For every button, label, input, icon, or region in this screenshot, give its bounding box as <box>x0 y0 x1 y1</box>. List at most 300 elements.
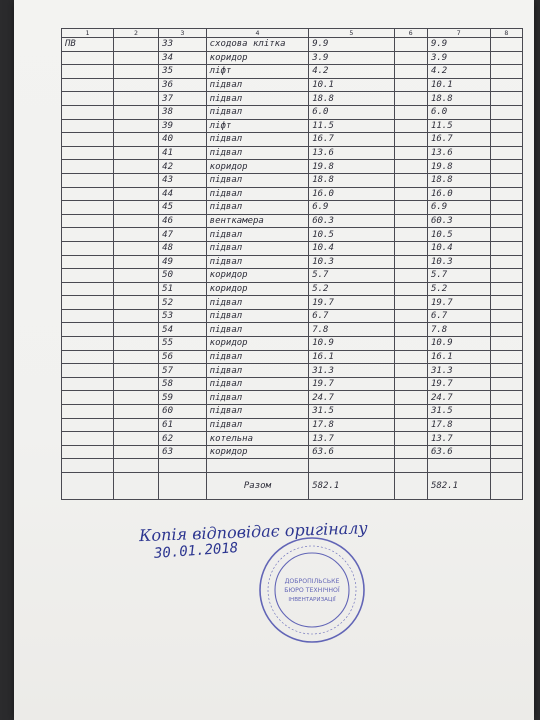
table-cell: 18.8 <box>427 173 490 187</box>
table-cell: 49 <box>159 255 207 269</box>
table-cell <box>394 228 427 242</box>
table-cell: 5.2 <box>427 282 490 296</box>
table-cell <box>113 377 158 391</box>
stamp-text-line: ДОБРОПІЛЬСЬКЕ <box>284 578 340 585</box>
table-cell <box>490 350 522 364</box>
table-cell: 5.2 <box>309 282 394 296</box>
table-cell: підвал <box>206 405 309 419</box>
table-cell <box>62 119 114 133</box>
table-cell <box>394 269 427 283</box>
table-cell: підвал <box>206 133 309 147</box>
table-cell: 11.5 <box>309 119 394 133</box>
table-cell <box>490 296 522 310</box>
table-cell <box>490 418 522 432</box>
table-cell <box>394 38 427 52</box>
table-cell: 24.7 <box>427 391 490 405</box>
column-number: 3 <box>159 29 207 38</box>
table-cell <box>394 187 427 201</box>
table-cell: 38 <box>159 105 207 119</box>
table-cell: котельна <box>206 432 309 446</box>
table-row <box>62 92 523 106</box>
table-cell <box>62 201 114 215</box>
total-area: 582.1 <box>309 473 394 500</box>
table-cell <box>62 309 114 323</box>
table-cell <box>62 377 114 391</box>
table-cell: 18.8 <box>309 92 394 106</box>
table-cell <box>113 173 158 187</box>
table-cell <box>113 241 158 255</box>
table-cell: 16.7 <box>427 133 490 147</box>
table-row <box>62 119 523 133</box>
table-cell: коридор <box>206 445 309 459</box>
table-cell: венткамера <box>206 214 309 228</box>
table-cell: 10.9 <box>309 337 394 351</box>
table-cell <box>490 282 522 296</box>
column-number: 5 <box>309 29 394 38</box>
table-cell: сходова клітка <box>206 38 309 52</box>
table-cell: 31.3 <box>309 364 394 378</box>
table-cell: коридор <box>206 51 309 65</box>
table-cell: 4.2 <box>427 65 490 79</box>
table-cell: 19.8 <box>427 160 490 174</box>
table-cell: 39 <box>159 119 207 133</box>
document-page <box>14 0 534 720</box>
table-row <box>62 282 523 296</box>
table-cell <box>490 241 522 255</box>
table-cell: 61 <box>159 418 207 432</box>
table-cell <box>490 432 522 446</box>
table-cell <box>490 364 522 378</box>
table-row <box>62 391 523 405</box>
table-cell: 6.7 <box>427 309 490 323</box>
table-cell <box>394 445 427 459</box>
table-cell: коридор <box>206 337 309 351</box>
table-cell: 10.4 <box>427 241 490 255</box>
table-cell: 35 <box>159 65 207 79</box>
table-header-row <box>62 29 523 38</box>
table-cell: 34 <box>159 51 207 65</box>
table-cell: підвал <box>206 173 309 187</box>
table-cell <box>394 173 427 187</box>
table-cell: 63.6 <box>427 445 490 459</box>
table-cell: 7.8 <box>427 323 490 337</box>
table-cell: 40 <box>159 133 207 147</box>
table-cell <box>394 323 427 337</box>
table-cell: 63 <box>159 445 207 459</box>
table-row <box>62 228 523 242</box>
table-cell <box>394 350 427 364</box>
table-cell <box>490 228 522 242</box>
table-cell: 3.9 <box>427 51 490 65</box>
table-cell <box>62 445 114 459</box>
table-cell <box>62 269 114 283</box>
table-cell: 6.0 <box>309 105 394 119</box>
table-cell: 10.3 <box>309 255 394 269</box>
table-cell: 16.1 <box>427 350 490 364</box>
table-cell <box>113 187 158 201</box>
table-cell <box>394 432 427 446</box>
total-area-final: 582.1 <box>427 473 490 500</box>
column-number: 8 <box>490 29 522 38</box>
table-cell <box>490 459 522 473</box>
table-cell <box>490 214 522 228</box>
table-cell <box>490 201 522 215</box>
table-row <box>62 364 523 378</box>
table-cell <box>490 38 522 52</box>
table-cell: 43 <box>159 173 207 187</box>
table-cell: 6.9 <box>427 201 490 215</box>
table-row <box>62 160 523 174</box>
table-cell: 55 <box>159 337 207 351</box>
table-cell <box>490 146 522 160</box>
table-cell: підвал <box>206 92 309 106</box>
table-cell <box>309 459 394 473</box>
table-cell <box>113 119 158 133</box>
table-cell <box>62 133 114 147</box>
table-cell <box>394 78 427 92</box>
table-cell: 13.6 <box>309 146 394 160</box>
table-cell: коридор <box>206 160 309 174</box>
table-cell: 10.1 <box>427 78 490 92</box>
table-cell: підвал <box>206 391 309 405</box>
table-cell <box>490 309 522 323</box>
table-cell <box>62 405 114 419</box>
table-cell <box>394 364 427 378</box>
table-cell: 52 <box>159 296 207 310</box>
table-cell <box>113 133 158 147</box>
table-cell: підвал <box>206 105 309 119</box>
table-cell: 10.3 <box>427 255 490 269</box>
table-cell: підвал <box>206 350 309 364</box>
table-cell <box>394 201 427 215</box>
table-cell <box>113 105 158 119</box>
table-cell: підвал <box>206 201 309 215</box>
table-cell: 13.7 <box>427 432 490 446</box>
table-cell <box>62 51 114 65</box>
table-cell: підвал <box>206 296 309 310</box>
table-cell: 60.3 <box>309 214 394 228</box>
table-row <box>62 459 523 473</box>
table-row <box>62 337 523 351</box>
table-cell: 18.8 <box>427 92 490 106</box>
table-cell: підвал <box>206 377 309 391</box>
table-cell: 10.1 <box>309 78 394 92</box>
table-cell: 5.7 <box>309 269 394 283</box>
table-cell: підвал <box>206 418 309 432</box>
table-cell <box>113 269 158 283</box>
total-row <box>62 473 523 500</box>
table-cell <box>113 282 158 296</box>
table-cell <box>113 459 158 473</box>
table-cell: 44 <box>159 187 207 201</box>
table-cell <box>394 473 427 500</box>
table-cell <box>62 65 114 79</box>
table-cell <box>490 323 522 337</box>
table-cell <box>113 391 158 405</box>
table-cell: 11.5 <box>427 119 490 133</box>
table-cell <box>394 377 427 391</box>
table-cell <box>490 65 522 79</box>
column-number: 7 <box>427 29 490 38</box>
table-row <box>62 432 523 446</box>
table-row <box>62 146 523 160</box>
table-cell: 16.1 <box>309 350 394 364</box>
table-cell <box>62 418 114 432</box>
table-cell: 41 <box>159 146 207 160</box>
table-cell: 16.0 <box>309 187 394 201</box>
table-cell: 9.9 <box>309 38 394 52</box>
table-cell <box>62 146 114 160</box>
bti-stamp <box>257 535 367 645</box>
table-cell <box>62 282 114 296</box>
table-cell <box>394 65 427 79</box>
table-cell <box>113 309 158 323</box>
table-cell: підвал <box>206 364 309 378</box>
table-cell <box>427 459 490 473</box>
table-cell: 6.7 <box>309 309 394 323</box>
table-cell <box>62 105 114 119</box>
table-cell <box>113 364 158 378</box>
table-cell <box>113 201 158 215</box>
table-cell: 10.4 <box>309 241 394 255</box>
table-cell: 19.7 <box>309 296 394 310</box>
table-cell: 60.3 <box>427 214 490 228</box>
table-cell: 42 <box>159 160 207 174</box>
table-row <box>62 214 523 228</box>
table-cell <box>113 78 158 92</box>
table-cell <box>394 214 427 228</box>
stamp-text-line: БЮРО ТЕХНІЧНОЇ <box>284 587 340 594</box>
table-cell <box>62 364 114 378</box>
table-row <box>62 309 523 323</box>
table-cell <box>113 146 158 160</box>
table-row <box>62 201 523 215</box>
table-row <box>62 350 523 364</box>
table-row <box>62 133 523 147</box>
table-cell <box>490 92 522 106</box>
premises-table <box>61 28 523 500</box>
table-row <box>62 51 523 65</box>
table-cell <box>159 473 207 500</box>
table-cell: 59 <box>159 391 207 405</box>
table-cell <box>62 241 114 255</box>
table-row <box>62 445 523 459</box>
table-row <box>62 405 523 419</box>
table-row <box>62 241 523 255</box>
table-cell: 13.7 <box>309 432 394 446</box>
table-cell: 5.7 <box>427 269 490 283</box>
table-cell <box>490 377 522 391</box>
table-cell <box>490 473 522 500</box>
table-cell <box>62 391 114 405</box>
table-cell: 62 <box>159 432 207 446</box>
table-cell: 46 <box>159 214 207 228</box>
table-cell: коридор <box>206 282 309 296</box>
table-cell <box>394 337 427 351</box>
table-cell <box>62 473 114 500</box>
table-cell <box>490 119 522 133</box>
column-number: 2 <box>113 29 158 38</box>
table-cell: 45 <box>159 201 207 215</box>
table-cell <box>113 418 158 432</box>
table-cell: 31.5 <box>309 405 394 419</box>
table-cell: 50 <box>159 269 207 283</box>
table-cell <box>113 214 158 228</box>
table-cell <box>62 173 114 187</box>
handwritten-certification: Копія відповідає оригіналу <box>138 518 368 546</box>
table-row <box>62 296 523 310</box>
table-cell <box>394 160 427 174</box>
table-cell: 17.8 <box>309 418 394 432</box>
table-cell: 48 <box>159 241 207 255</box>
table-cell: 18.8 <box>309 173 394 187</box>
table-cell: підвал <box>206 78 309 92</box>
table-cell <box>394 146 427 160</box>
table-cell: підвал <box>206 309 309 323</box>
table-cell <box>490 78 522 92</box>
table-cell <box>113 65 158 79</box>
table-cell <box>113 160 158 174</box>
table-cell: 10.5 <box>309 228 394 242</box>
column-number: 4 <box>206 29 309 38</box>
table-cell <box>62 255 114 269</box>
table-cell <box>62 323 114 337</box>
table-cell <box>490 105 522 119</box>
table-row <box>62 78 523 92</box>
table-row <box>62 323 523 337</box>
column-number: 6 <box>394 29 427 38</box>
table-cell <box>113 323 158 337</box>
table-cell <box>113 255 158 269</box>
table-cell <box>62 160 114 174</box>
table-cell <box>206 459 309 473</box>
table-cell <box>394 255 427 269</box>
table-cell: підвал <box>206 187 309 201</box>
table-cell <box>62 432 114 446</box>
handwritten-date: 30.01.2018 <box>153 540 239 562</box>
table-cell: ПВ <box>62 38 114 52</box>
table-cell: 37 <box>159 92 207 106</box>
table-cell <box>62 228 114 242</box>
table-cell <box>113 228 158 242</box>
table-cell: 9.9 <box>427 38 490 52</box>
table-cell: 10.5 <box>427 228 490 242</box>
table-cell <box>113 92 158 106</box>
table-cell: 19.7 <box>427 296 490 310</box>
table-cell <box>62 92 114 106</box>
table-cell: 19.7 <box>309 377 394 391</box>
table-cell: ліфт <box>206 119 309 133</box>
table-cell <box>490 187 522 201</box>
table-cell <box>62 350 114 364</box>
table-cell <box>490 173 522 187</box>
table-cell <box>394 309 427 323</box>
table-cell: 13.6 <box>427 146 490 160</box>
table-cell <box>394 459 427 473</box>
table-row <box>62 418 523 432</box>
table-cell: 56 <box>159 350 207 364</box>
table-cell <box>394 296 427 310</box>
table-cell: 58 <box>159 377 207 391</box>
table-cell <box>62 187 114 201</box>
table-cell <box>490 391 522 405</box>
table-cell: 6.0 <box>427 105 490 119</box>
table-cell <box>394 51 427 65</box>
table-row <box>62 65 523 79</box>
table-cell <box>490 160 522 174</box>
table-cell <box>490 255 522 269</box>
table-cell: 16.0 <box>427 187 490 201</box>
table-cell: підвал <box>206 228 309 242</box>
table-cell <box>113 350 158 364</box>
table-row <box>62 38 523 52</box>
stamp-text-line: ІНВЕНТАРИЗАЦІЇ <box>288 597 336 603</box>
table-cell <box>394 418 427 432</box>
table-cell: підвал <box>206 241 309 255</box>
table-cell: 6.9 <box>309 201 394 215</box>
table-cell: 31.3 <box>427 364 490 378</box>
table-cell: 4.2 <box>309 65 394 79</box>
table-cell: 3.9 <box>309 51 394 65</box>
table-cell: підвал <box>206 323 309 337</box>
table-cell: 53 <box>159 309 207 323</box>
table-cell: 47 <box>159 228 207 242</box>
table-cell <box>394 92 427 106</box>
table-cell: 16.7 <box>309 133 394 147</box>
table-cell: 36 <box>159 78 207 92</box>
table-cell <box>394 105 427 119</box>
table-cell <box>113 51 158 65</box>
table-cell <box>113 296 158 310</box>
table-cell <box>490 133 522 147</box>
table-cell <box>62 337 114 351</box>
table-cell: 51 <box>159 282 207 296</box>
table-cell <box>113 445 158 459</box>
table-cell <box>62 459 114 473</box>
table-cell <box>490 445 522 459</box>
table-cell <box>62 296 114 310</box>
table-row <box>62 173 523 187</box>
table-row <box>62 105 523 119</box>
table-cell: 17.8 <box>427 418 490 432</box>
table-cell <box>490 51 522 65</box>
table-cell <box>62 214 114 228</box>
table-cell <box>490 269 522 283</box>
total-label: Разом <box>206 473 309 500</box>
table-cell <box>394 241 427 255</box>
table-row <box>62 187 523 201</box>
table-cell <box>113 473 158 500</box>
table-cell: 7.8 <box>309 323 394 337</box>
table-row <box>62 255 523 269</box>
table-cell <box>113 432 158 446</box>
table-cell <box>490 405 522 419</box>
table-cell: 60 <box>159 405 207 419</box>
table-cell <box>394 119 427 133</box>
table-cell: 57 <box>159 364 207 378</box>
table-cell <box>113 405 158 419</box>
table-cell: 24.7 <box>309 391 394 405</box>
table-cell: ліфт <box>206 65 309 79</box>
table-cell <box>490 337 522 351</box>
table-cell <box>394 282 427 296</box>
table-cell <box>159 459 207 473</box>
table-cell: 19.7 <box>427 377 490 391</box>
table-cell <box>62 78 114 92</box>
table-cell: коридор <box>206 269 309 283</box>
table-cell <box>394 391 427 405</box>
table-row <box>62 269 523 283</box>
